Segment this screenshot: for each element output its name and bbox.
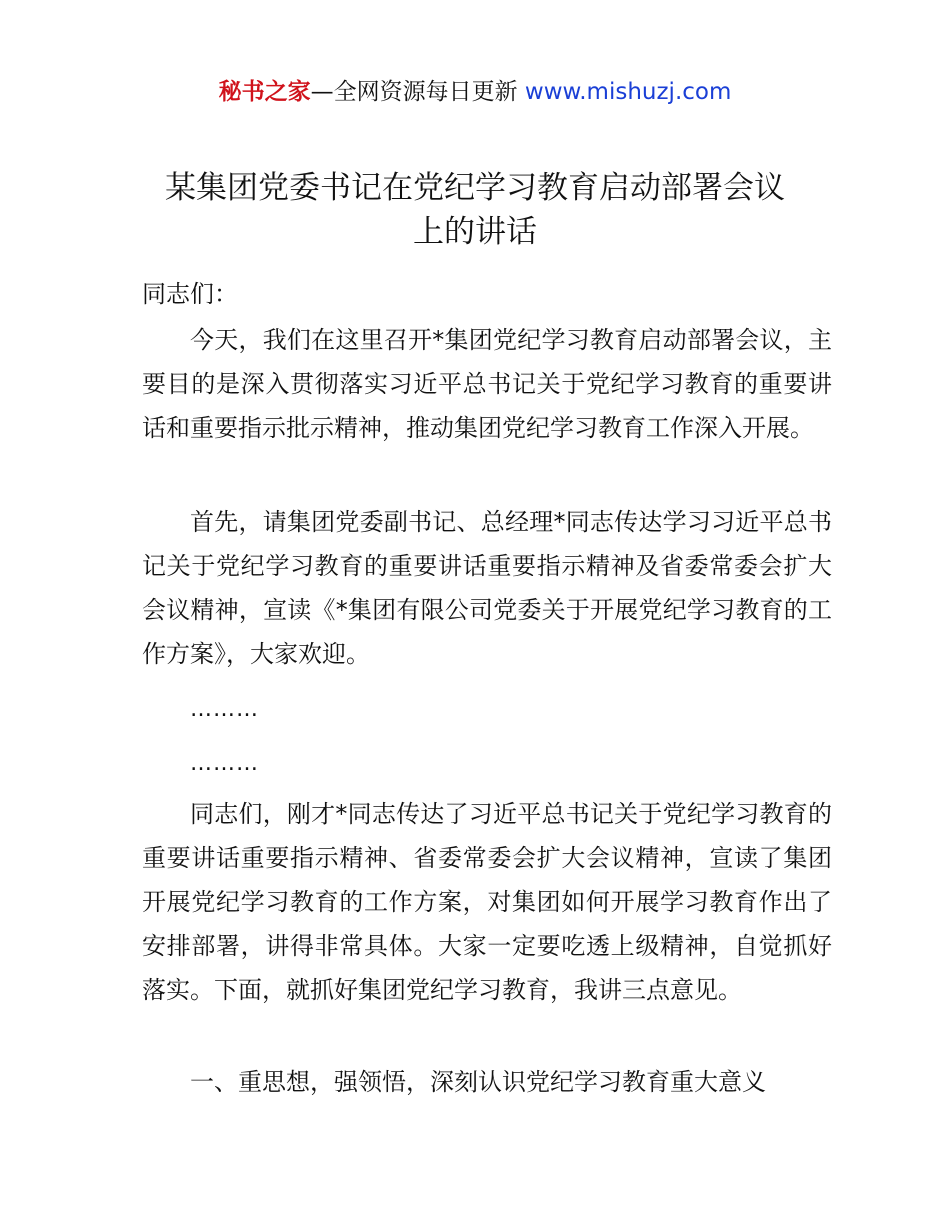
salutation: 同志们： — [142, 280, 238, 308]
title-line-1: 某集团党委书记在党纪学习教育启动部署会议 — [165, 170, 785, 206]
ellipsis-2: ……… — [190, 751, 259, 776]
paragraph-2: 首先，请集团党委副书记、总经理*同志传达学习习近平总书记关于党纪学习教育的重要讲话重要指示精神及省委常委会扩大会议精神，宣读《*集团有限公司党委关于开展党纪学习教育的工作方案》，大家欢迎。 — [142, 508, 832, 668]
section-heading: 一、重思想，强领悟，深刻认识党纪学习教育重大意义 — [190, 1068, 766, 1096]
title-line-2: 上的讲话 — [413, 214, 537, 250]
paragraph-1: 今天，我们在这里召开*集团党纪学习教育启动部署会议，主要目的是深入贯彻落实习近平总书记关于党纪学习教育的重要讲话和重要指示批示精神，推动集团党纪学习教育工作深入开展。 — [142, 326, 832, 442]
site-header — [0, 76, 950, 108]
document-title — [100, 166, 850, 254]
brand-name: 秘书之家 — [218, 79, 311, 105]
ellipsis-1: ……… — [190, 697, 259, 722]
header-tagline: —全网资源每日更新 — [310, 79, 525, 105]
paragraph-3: 同志们，刚才*同志传达了习近平总书记关于党纪学习教育的重要讲话重要指示精神、省委常委会扩大会议精神，宣读了集团开展党纪学习教育的工作方案，对集团如何开展学习教育作出了安排部署，讲得非常具体。大家一定要吃透上级精神，自觉抓好落实。下面，就抓好集团党纪学习教育，我讲三点意见。 — [142, 800, 832, 1004]
site-url[interactable]: www.mishuzj.com — [524, 79, 732, 105]
